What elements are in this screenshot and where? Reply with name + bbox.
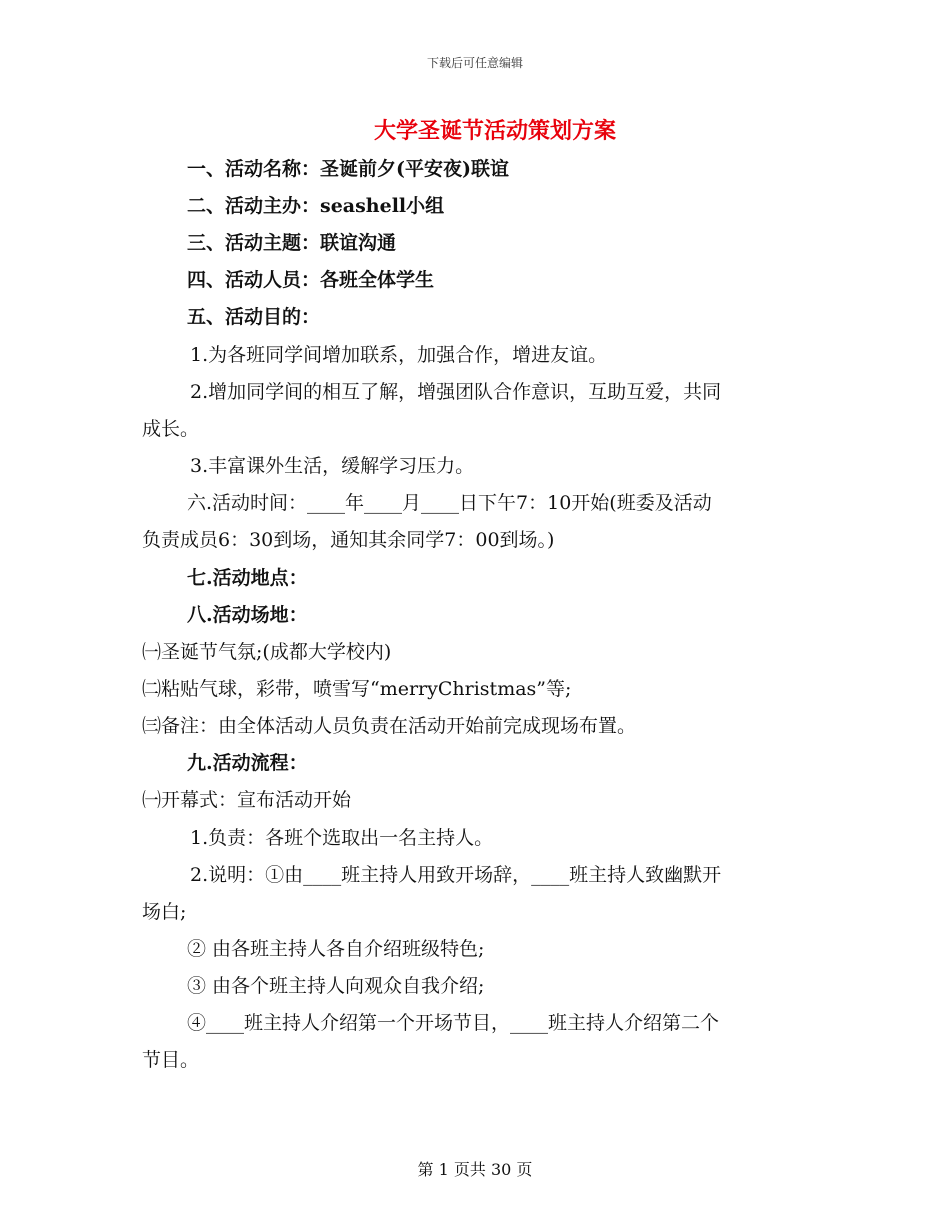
purpose-item-2-continued: 成长。	[142, 418, 200, 440]
venue-item-1: ㈠圣诞节气氛;(成都大学校内)	[142, 641, 392, 663]
page-footer: 第 1 页共 30 页	[417, 1160, 533, 1179]
page-header: 下载后可任意编辑	[426, 56, 523, 70]
section-6-time-continued: 负责成员6：30到场，通知其余同学7：00到场。)	[142, 529, 555, 551]
process-step-2: ② 由各班主持人各自介绍班级特色;	[187, 938, 485, 960]
process-step-4: ④____班主持人介绍第一个开场节目，____班主持人介绍第二个	[187, 1012, 720, 1034]
process-opening-item-2-continued: 场白;	[142, 901, 187, 923]
section-1-activity-name: 一、活动名称：圣诞前夕(平安夜)联谊	[187, 158, 509, 180]
purpose-item-1: 1.为各班同学间增加联系，加强合作，增进友谊。	[190, 344, 608, 366]
process-opening-item-2: 2.说明：①由____班主持人用致开场辞，____班主持人致幽默开	[190, 864, 722, 886]
process-step-4-continued: 节目。	[142, 1049, 200, 1071]
process-opening-item-1: 1.负责：各班个选取出一名主持人。	[190, 827, 494, 849]
section-3-theme: 三、活动主题：联谊沟通	[187, 232, 397, 254]
venue-item-3: ㈢备注：由全体活动人员负责在活动开始前完成现场布置。	[142, 715, 637, 737]
venue-item-2: ㈡粘贴气球，彩带，喷雪写“merryChristmas”等;	[142, 678, 572, 700]
section-5-purpose-heading: 五、活动目的：	[187, 306, 321, 328]
section-4-participants: 四、活动人员：各班全体学生	[187, 269, 435, 291]
purpose-item-3: 3.丰富课外生活，缓解学习压力。	[190, 455, 475, 477]
section-6-time: 六.活动时间：____年____月____日下午7：10开始(班委及活动	[187, 492, 712, 514]
purpose-item-2: 2.增加同学间的相互了解，增强团队合作意识，互助互爱，共同	[190, 381, 722, 403]
section-8-venue-heading: 八.活动场地：	[187, 604, 308, 626]
document-title: 大学圣诞节活动策划方案	[373, 118, 616, 144]
section-2-organizer: 二、活动主办：seashell小组	[187, 195, 445, 217]
section-9-process-heading: 九.活动流程：	[187, 752, 308, 774]
process-opening: ㈠开幕式：宣布活动开始	[142, 789, 352, 811]
process-step-3: ③ 由各个班主持人向观众自我介绍;	[187, 975, 485, 997]
section-7-location: 七.活动地点：	[187, 567, 308, 589]
